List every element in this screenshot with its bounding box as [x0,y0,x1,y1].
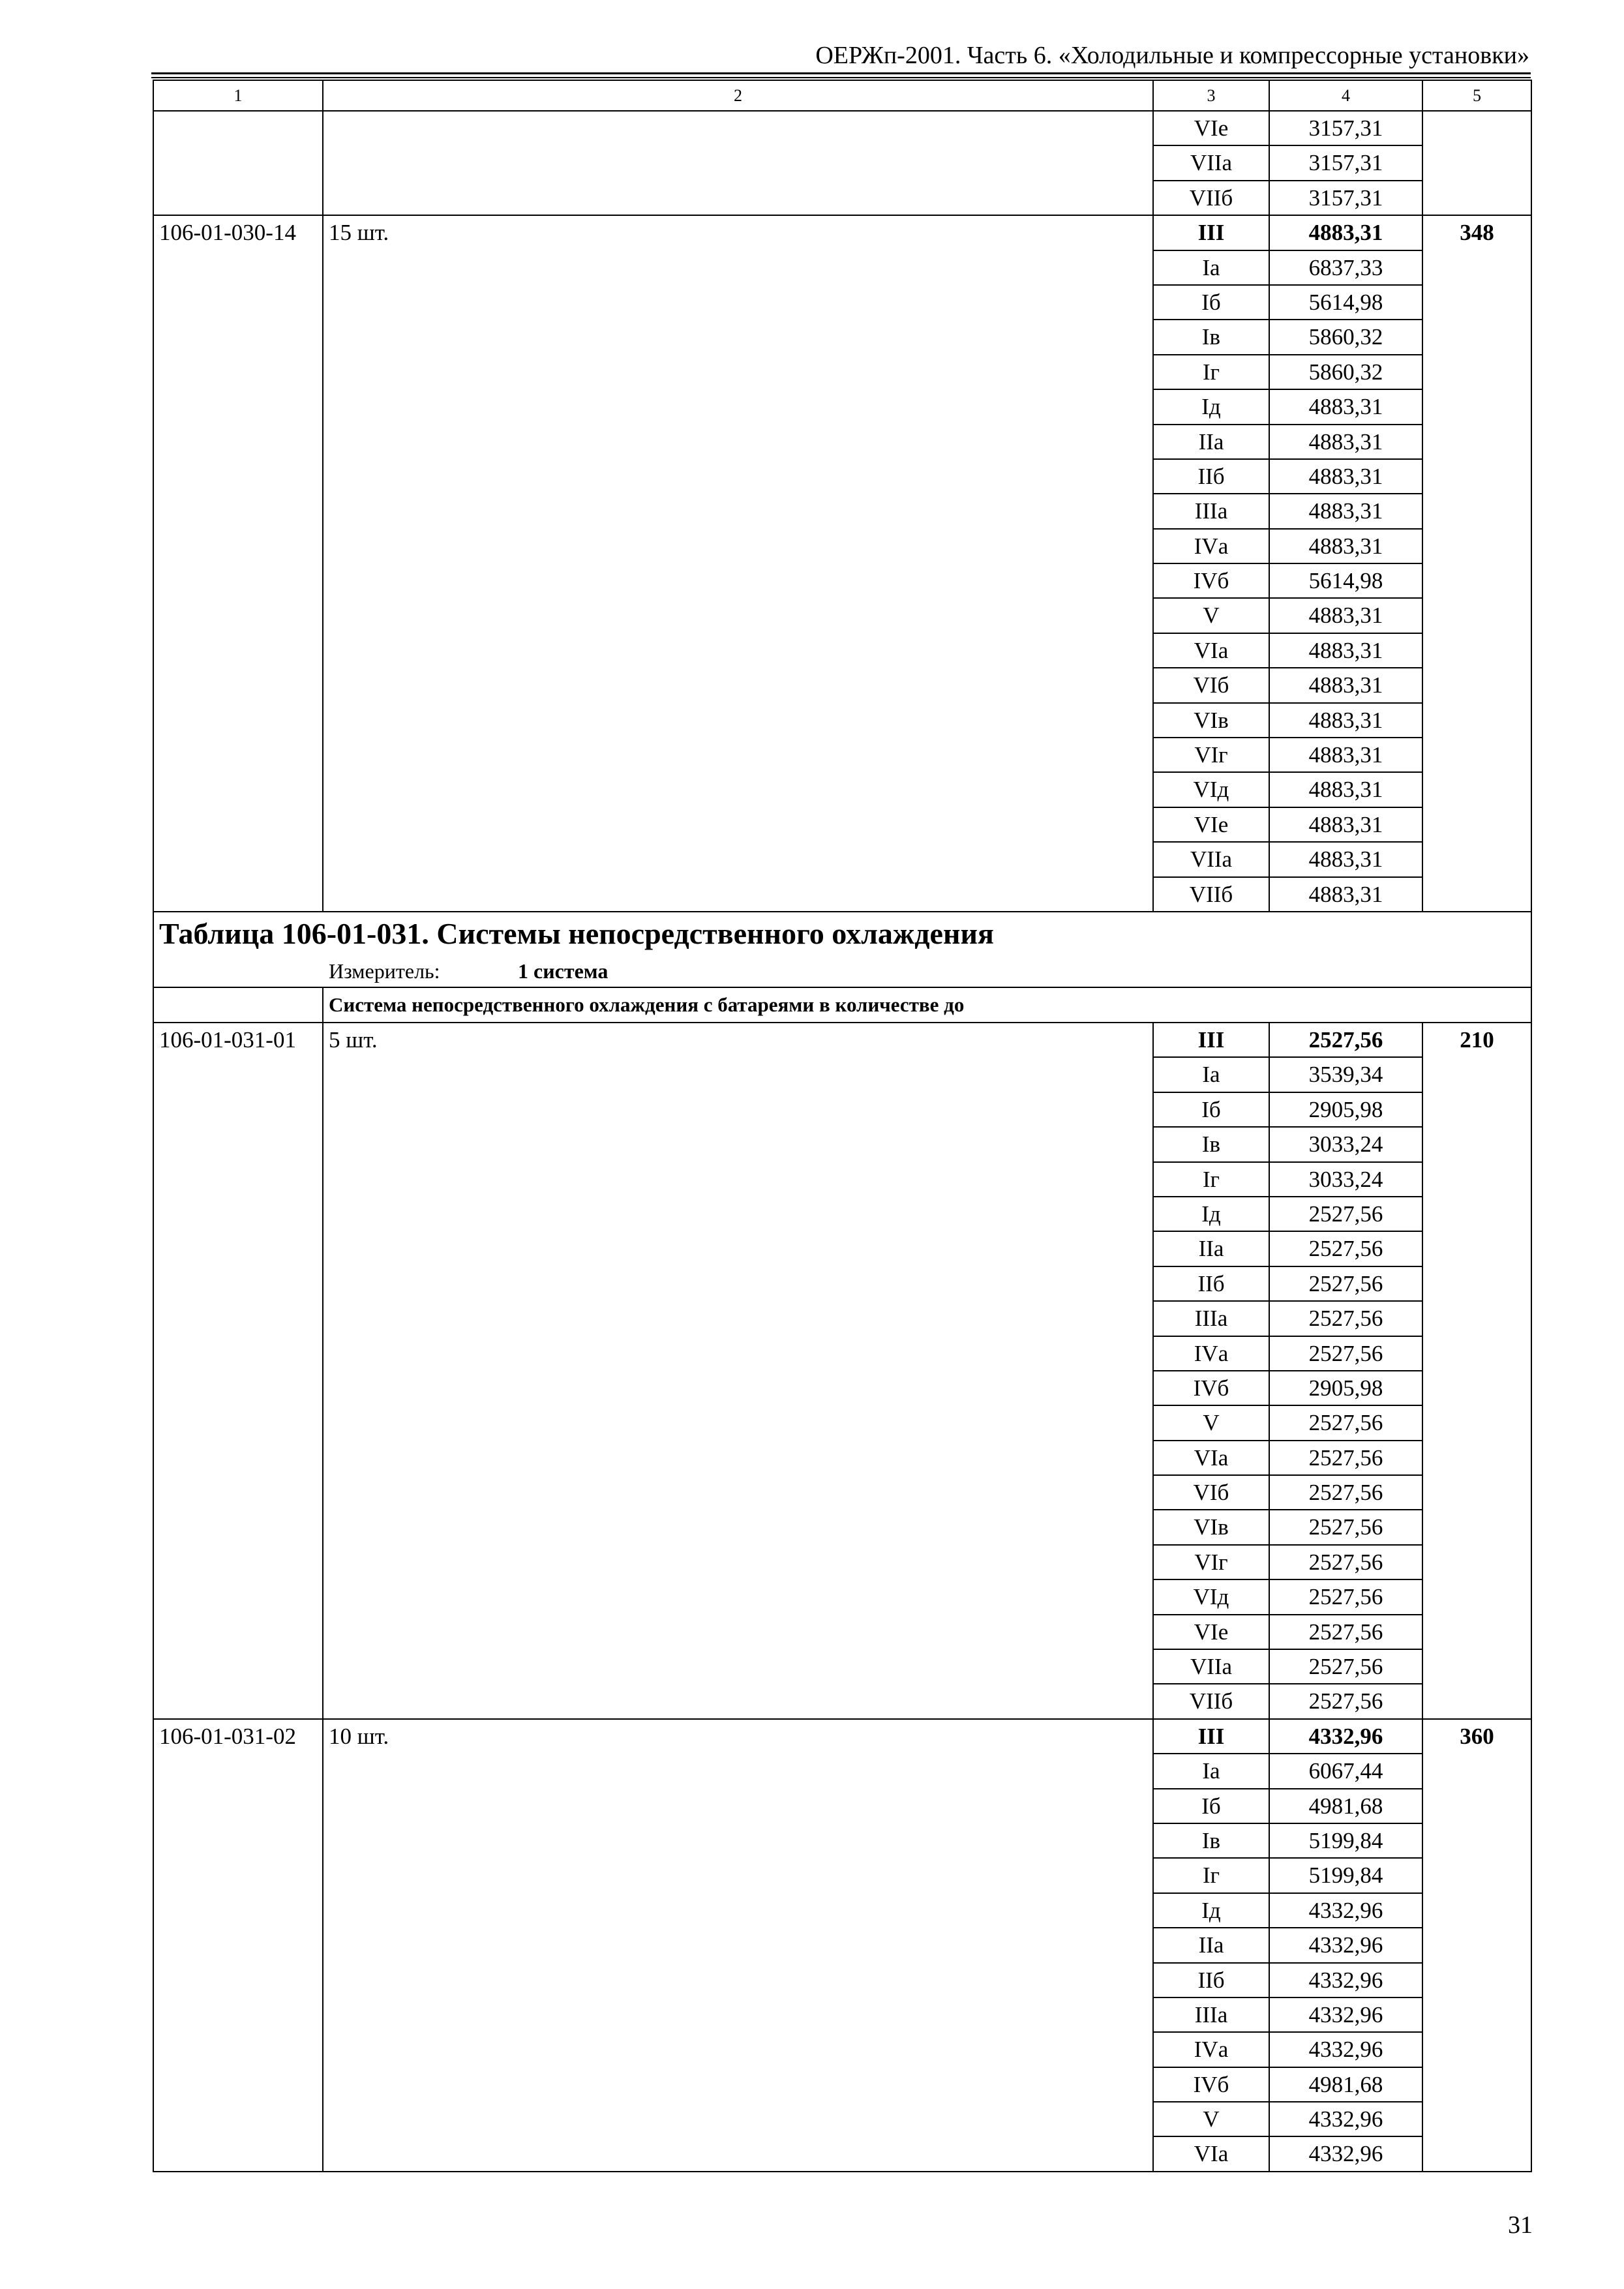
territory-zone: Iб [1153,1092,1269,1127]
price-value: 4883,31 [1269,842,1422,876]
price-value: 5614,98 [1269,563,1422,598]
price-value: 3033,24 [1269,1127,1422,1161]
territory-zone: Iа [1153,1057,1269,1092]
territory-zone: VIе [1153,1615,1269,1649]
price-value: 4883,31 [1269,529,1422,563]
price-value: 4332,96 [1269,1963,1422,1997]
territory-zone: IVб [1153,563,1269,598]
price-value: 4332,96 [1269,1997,1422,2032]
section-title: Таблица 106-01-031. Системы непосредственного охлаждения [153,912,1531,955]
territory-zone: VIIб [1153,877,1269,912]
page-number: 31 [1508,2211,1533,2239]
territory-zone: IVб [1153,1371,1269,1405]
territory-zone: VIа [1153,2136,1269,2171]
territory-zone: Iа [1153,250,1269,285]
table-row [153,111,1531,145]
page-header-title: ОЕРЖп-2001. Часть 6. «Холодильные и компрессорные установки» [815,42,1529,69]
price-value: 2527,56 [1269,1579,1422,1614]
item-description: 10 шт. [323,1719,1153,2172]
subheading-empty [153,987,323,1023]
price-value: 5199,84 [1269,1858,1422,1893]
labor-value [1422,111,1531,215]
territory-zone: IIа [1153,1231,1269,1266]
territory-zone: IVа [1153,2032,1269,2067]
price-value: 4883,31 [1269,598,1422,633]
territory-zone: Iд [1153,1197,1269,1231]
territory-zone: VIIб [1153,1684,1269,1718]
price-value: 6837,33 [1269,250,1422,285]
column-number: 2 [323,80,1153,111]
price-value: 3033,24 [1269,1162,1422,1197]
measure-row [153,955,1531,987]
measure-cell [153,955,1531,987]
price-value: 4332,96 [1269,1928,1422,1962]
territory-zone: IVа [1153,529,1269,563]
price-value: 2527,56 [1269,1545,1422,1579]
price-value: 2905,98 [1269,1371,1422,1405]
territory-zone: VIб [1153,1475,1269,1510]
territory-zone: Iг [1153,1858,1269,1893]
price-value: 4981,68 [1269,1789,1422,1823]
price-value: 5860,32 [1269,320,1422,354]
labor-value: 348 [1422,215,1531,912]
territory-zone: Iг [1153,355,1269,389]
territory-zone: IIIа [1153,1301,1269,1336]
price-value: 6067,44 [1269,1754,1422,1788]
territory-zone: IIб [1153,459,1269,494]
territory-zone: IIIа [1153,494,1269,528]
price-value: 2527,56 [1269,1405,1422,1440]
price-value: 4883,31 [1269,459,1422,494]
price-value: 3157,31 [1269,145,1422,180]
price-value: 4883,31 [1269,738,1422,772]
price-value: 4883,31 [1269,389,1422,424]
territory-zone: Iб [1153,1789,1269,1823]
price-value: 3157,31 [1269,111,1422,145]
territory-zone: VIIа [1153,1649,1269,1684]
territory-zone: VIв [1153,703,1269,738]
price-value: 2527,56 [1269,1684,1422,1718]
price-value: 4883,31 [1269,494,1422,528]
territory-zone: Iв [1153,320,1269,354]
table-row [153,215,1531,250]
territory-zone: VIа [1153,1441,1269,1475]
territory-zone: IIб [1153,1963,1269,1997]
rates-table-body [153,80,1531,2172]
item-code [153,111,323,215]
price-value: 5199,84 [1269,1823,1422,1858]
territory-zone: VIг [1153,738,1269,772]
item-code: 106-01-031-02 [153,1719,323,2172]
territory-zone: IVа [1153,1336,1269,1371]
territory-zone: Iб [1153,285,1269,320]
price-value: 2527,56 [1269,1649,1422,1684]
territory-zone: Iа [1153,1754,1269,1788]
territory-zone: Iд [1153,389,1269,424]
territory-zone: V [1153,1405,1269,1440]
territory-zone: IIа [1153,425,1269,459]
price-value: 2527,56 [1269,1510,1422,1544]
territory-zone: VIг [1153,1545,1269,1579]
price-value: 5860,32 [1269,355,1422,389]
price-value: 4883,31 [1269,772,1422,807]
price-value: 4332,96 [1269,2102,1422,2136]
item-description [323,111,1153,215]
measure-label: Измеритель: [329,959,440,983]
territory-zone: Iд [1153,1893,1269,1928]
price-value: 4332,96 [1269,1893,1422,1928]
item-description: 5 шт. [323,1023,1153,1719]
territory-zone: Iг [1153,1162,1269,1197]
territory-zone: IIIа [1153,1997,1269,2032]
territory-zone: VIIа [1153,145,1269,180]
price-value: 4332,96 [1269,2032,1422,2067]
territory-zone: IIб [1153,1266,1269,1301]
column-number-row [153,80,1531,111]
header-rule-thin [151,77,1531,78]
column-number: 4 [1269,80,1422,111]
labor-value: 210 [1422,1023,1531,1719]
price-value: 2527,56 [1269,1023,1422,1057]
subheading: Система непосредственного охлаждения с батареями в количестве до [323,987,1531,1023]
territory-zone: VIб [1153,668,1269,702]
header-rule [151,72,1531,74]
price-value: 2527,56 [1269,1475,1422,1510]
territory-zone: VIд [1153,1579,1269,1614]
territory-zone: VIIа [1153,842,1269,876]
territory-zone: VIе [1153,111,1269,145]
territory-zone: IIа [1153,1928,1269,1962]
territory-zone: IVб [1153,2067,1269,2102]
territory-zone: V [1153,598,1269,633]
price-value: 2527,56 [1269,1231,1422,1266]
price-value: 2527,56 [1269,1266,1422,1301]
price-value: 2527,56 [1269,1301,1422,1336]
table-row [153,1023,1531,1057]
price-value: 4883,31 [1269,703,1422,738]
territory-zone: VIв [1153,1510,1269,1544]
subheading-row [153,987,1531,1023]
price-value: 2527,56 [1269,1197,1422,1231]
price-value: 2527,56 [1269,1441,1422,1475]
territory-zone: VIа [1153,633,1269,668]
price-value: 3157,31 [1269,181,1422,215]
territory-zone: III [1153,215,1269,250]
column-number: 3 [1153,80,1269,111]
territory-zone: VIе [1153,807,1269,842]
price-value: 5614,98 [1269,285,1422,320]
price-value: 4883,31 [1269,668,1422,702]
territory-zone: Iв [1153,1823,1269,1858]
column-number: 1 [153,80,323,111]
item-code: 106-01-031-01 [153,1023,323,1719]
price-value: 4332,96 [1269,1719,1422,1754]
column-number: 5 [1422,80,1531,111]
price-value: 4981,68 [1269,2067,1422,2102]
price-value: 4883,31 [1269,807,1422,842]
territory-zone: VIд [1153,772,1269,807]
table-row [153,1719,1531,1754]
territory-zone: III [1153,1719,1269,1754]
price-value: 4332,96 [1269,2136,1422,2171]
labor-value: 360 [1422,1719,1531,2172]
price-value: 4883,31 [1269,877,1422,912]
territory-zone: V [1153,2102,1269,2136]
measure-value: 1 система [518,959,609,983]
price-value: 3539,34 [1269,1057,1422,1092]
price-value: 2527,56 [1269,1615,1422,1649]
price-value: 2905,98 [1269,1092,1422,1127]
price-value: 4883,31 [1269,215,1422,250]
rates-table [153,80,1532,2172]
item-description: 15 шт. [323,215,1153,912]
territory-zone: VIIб [1153,181,1269,215]
territory-zone: III [1153,1023,1269,1057]
section-title-row [153,912,1531,955]
item-code: 106-01-030-14 [153,215,323,912]
price-value: 2527,56 [1269,1336,1422,1371]
price-value: 4883,31 [1269,425,1422,459]
territory-zone: Iв [1153,1127,1269,1161]
price-value: 4883,31 [1269,633,1422,668]
